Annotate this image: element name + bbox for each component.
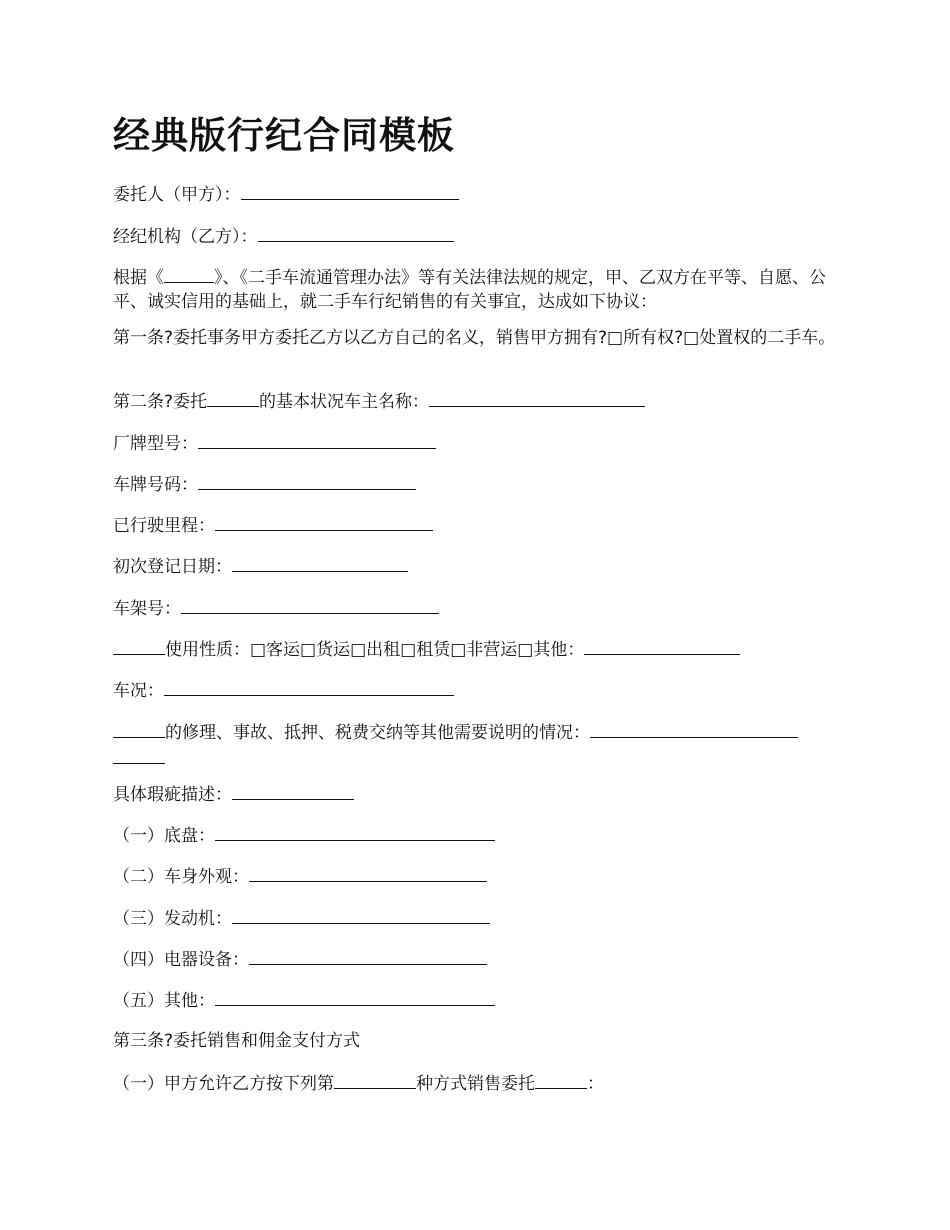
chassis-line: [113, 822, 495, 848]
defect-line: [113, 781, 354, 807]
other-line: [113, 987, 495, 1013]
usage-other-blank[interactable]: [584, 636, 740, 655]
preamble-start: 根据《: [113, 268, 164, 288]
engine-line: [113, 905, 490, 931]
mileage-label: 已行驶里程：: [113, 516, 215, 536]
engine-label: （三）发动机：: [113, 909, 232, 929]
principal-label: 委托人（甲方）：: [113, 185, 241, 205]
body-line: [113, 863, 487, 889]
plate-line: [113, 471, 416, 497]
condition-blank[interactable]: [164, 677, 454, 696]
body-label: （二）车身外观：: [113, 867, 249, 887]
principal-line: [113, 181, 459, 207]
repair-history-blank-continued[interactable]: [113, 745, 165, 764]
chassis-blank[interactable]: [215, 822, 495, 841]
article-2-line: [113, 388, 645, 414]
chassis-label: （一）底盘：: [113, 826, 215, 846]
plate-blank[interactable]: [198, 471, 416, 490]
condition-label: 车况：: [113, 681, 164, 701]
principal-blank[interactable]: [241, 181, 459, 200]
usage-line: [113, 636, 740, 662]
model-line: [113, 430, 436, 456]
document-title: 经典版行纪合同模板: [113, 114, 455, 157]
mileage-blank[interactable]: [215, 512, 433, 531]
article-2-subject-blank[interactable]: [207, 388, 259, 407]
electrical-line: [113, 946, 487, 972]
registration-date-label: 初次登记日期：: [113, 557, 232, 577]
model-blank[interactable]: [198, 430, 436, 449]
condition-line: [113, 677, 454, 703]
mileage-line: [113, 512, 433, 538]
agency-blank[interactable]: [258, 223, 454, 242]
registration-date-blank[interactable]: [232, 553, 408, 572]
agency-label: 经纪机构（乙方）：: [113, 227, 258, 247]
sale-method-line: [113, 1070, 604, 1096]
other-label: （五）其他：: [113, 991, 215, 1011]
defect-blank[interactable]: [232, 781, 354, 800]
other-blank[interactable]: [215, 987, 495, 1006]
body-blank[interactable]: [249, 863, 487, 882]
agency-line: [113, 223, 454, 249]
repair-prefix-blank[interactable]: [113, 719, 165, 738]
electrical-blank[interactable]: [249, 946, 487, 965]
usage-label: 使用性质：□客运□货运□出租□租赁□非营运□其他：: [165, 640, 585, 660]
vin-label: 车架号：: [113, 599, 181, 619]
repair-history-label: 的修理、事故、抵押、税费交纳等其他需要说明的情况：: [165, 723, 590, 743]
article-1-text: 第一条?委托事务甲方委托乙方以乙方自己的名义，销售甲方拥有?□所有权?□处置权的二手车。: [113, 328, 836, 348]
article-3-heading: [113, 1029, 360, 1053]
usage-prefix-blank[interactable]: [113, 636, 165, 655]
plate-label: 车牌号码：: [113, 475, 198, 495]
repair-history-blank[interactable]: [590, 719, 798, 738]
preamble-paragraph: [113, 264, 841, 314]
registration-date-line: [113, 553, 408, 579]
article-1-paragraph: [113, 326, 841, 350]
law-name-blank[interactable]: [164, 264, 214, 283]
article-3-text: 第三条?委托销售和佣金支付方式: [113, 1031, 361, 1051]
engine-blank[interactable]: [232, 905, 490, 924]
repair-history-paragraph: [113, 719, 841, 771]
sale-method-subject-blank[interactable]: [535, 1070, 587, 1089]
sale-method-colon: ：: [587, 1074, 604, 1094]
preamble-rest: 》、《二手车流通管理办法》等有关法律法规的规定，甲、乙双方在平等、自愿、公平、诚实信用的基础上，就二手车行纪销售的有关事宜，达成如下协议：: [113, 268, 826, 312]
electrical-label: （四）电器设备：: [113, 950, 249, 970]
vin-line: [113, 595, 439, 621]
sale-method-mid: 种方式销售委托: [416, 1074, 535, 1094]
owner-name-label: 的基本状况车主名称：: [259, 392, 430, 412]
owner-name-blank[interactable]: [429, 388, 645, 407]
defect-label: 具体瑕疵描述：: [113, 785, 232, 805]
article-2-start: 第二条?委托: [113, 392, 208, 412]
vin-blank[interactable]: [181, 595, 439, 614]
model-label: 厂牌型号：: [113, 434, 198, 454]
sale-method-number-blank[interactable]: [334, 1070, 416, 1089]
sale-method-label: （一）甲方允许乙方按下列第: [113, 1074, 334, 1094]
